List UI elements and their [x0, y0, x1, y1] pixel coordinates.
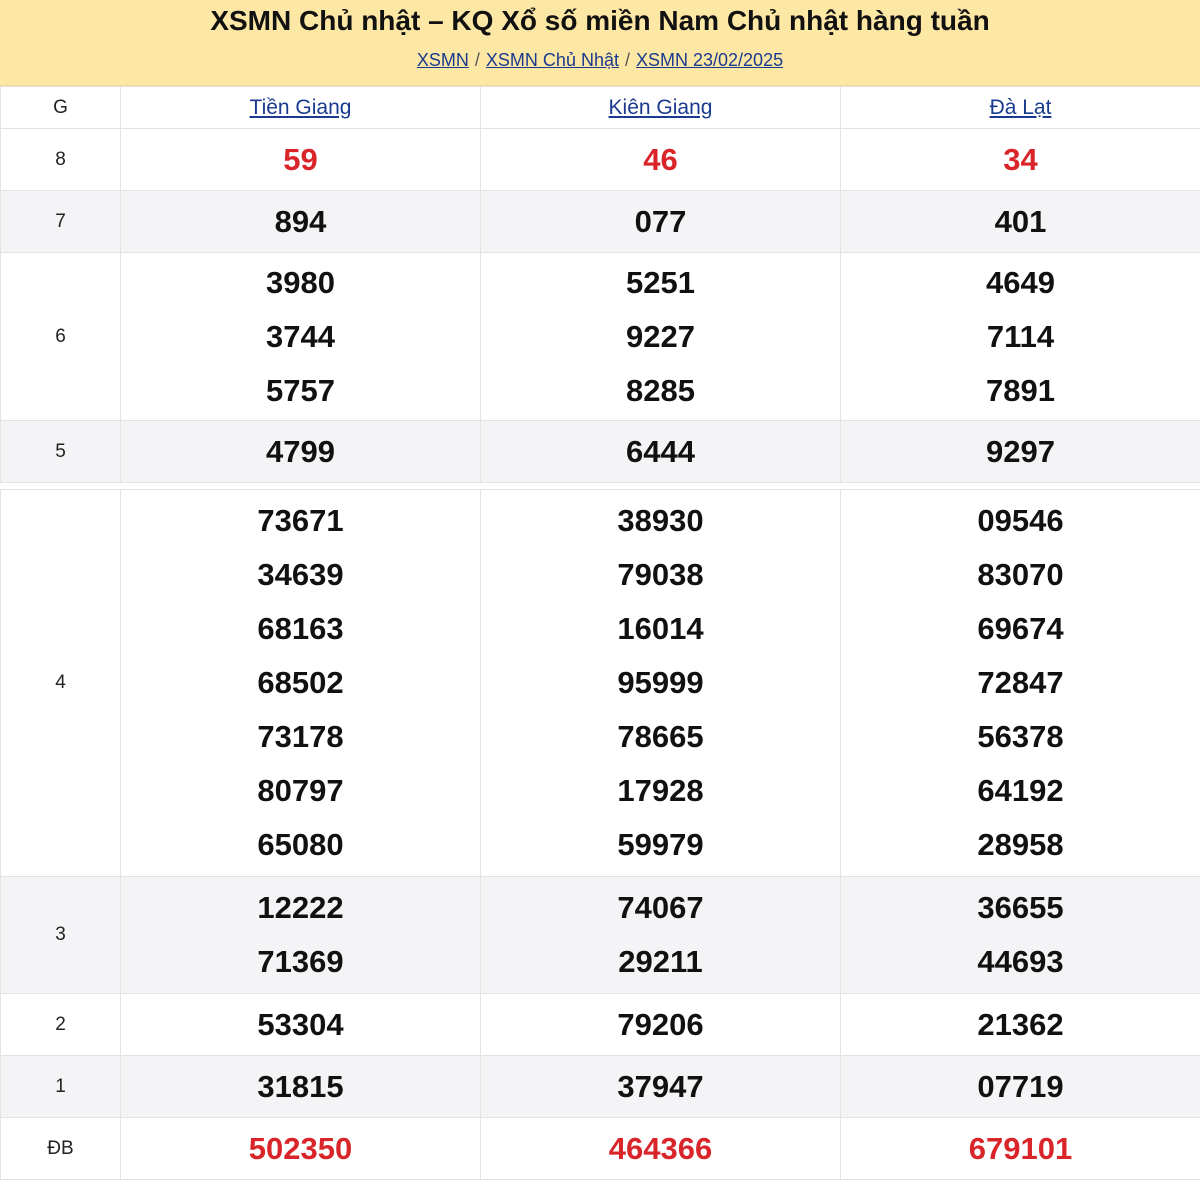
result-cell — [841, 877, 1200, 994]
prize-label-text: ĐB — [47, 1137, 74, 1159]
result-cell — [481, 1118, 841, 1180]
prize-label — [1, 1118, 121, 1180]
result-number: 464366 — [608, 1130, 713, 1166]
result-number: 78665 — [617, 719, 704, 754]
result-number: 8285 — [626, 372, 695, 408]
prize-row — [1, 490, 1200, 877]
result-cell — [481, 994, 841, 1056]
result-number: 83070 — [977, 557, 1064, 592]
breadcrumb-link-xsmn[interactable]: XSMN — [416, 50, 469, 70]
result-number: 95999 — [617, 665, 704, 700]
province-header-da-lat — [841, 87, 1200, 129]
prize-label-text: 8 — [55, 148, 66, 170]
result-number: 73671 — [257, 503, 344, 538]
province-header-tien-giang — [121, 87, 481, 129]
result-number: 64192 — [977, 773, 1064, 808]
result-number: 17928 — [617, 773, 704, 808]
breadcrumb-separator: / — [474, 50, 480, 70]
result-number: 5757 — [266, 372, 335, 408]
result-number: 29211 — [618, 944, 703, 979]
result-cell — [121, 994, 481, 1056]
province-link[interactable]: Kiên Giang — [608, 95, 713, 119]
result-cell — [481, 129, 841, 191]
result-cell — [841, 490, 1200, 877]
results-table-upper — [0, 86, 1200, 483]
result-cell — [481, 253, 841, 421]
result-number: 7114 — [986, 318, 1055, 354]
result-number: 34639 — [257, 557, 344, 592]
prize-row — [1, 421, 1200, 483]
prize-row — [1, 191, 1200, 253]
result-cell — [481, 877, 841, 994]
result-number: 4799 — [266, 433, 335, 469]
prize-row — [1, 129, 1200, 191]
result-number: 3980 — [266, 264, 335, 300]
prize-label-text: 4 — [55, 672, 66, 693]
result-cell — [841, 1056, 1200, 1118]
result-number: 59 — [283, 141, 318, 177]
province-link[interactable]: Tiền Giang — [249, 95, 352, 119]
prize-label-text: 3 — [55, 924, 66, 945]
province-link[interactable]: Đà Lạt — [989, 95, 1052, 119]
result-cell — [121, 877, 481, 994]
result-cell — [481, 490, 841, 877]
result-number: 36655 — [977, 890, 1064, 925]
prize-label — [1, 253, 121, 421]
prize-label — [1, 129, 121, 191]
prize-row — [1, 877, 1200, 994]
breadcrumb-link-xsmn-chu-nhat[interactable]: XSMN Chủ Nhật — [485, 50, 619, 70]
result-number: 38930 — [617, 503, 704, 538]
result-number: 68163 — [257, 611, 344, 646]
result-cell — [481, 421, 841, 483]
prize-label — [1, 994, 121, 1056]
prize-label-text: 5 — [55, 440, 66, 462]
prize-label-text: 6 — [55, 325, 66, 347]
result-number: 31815 — [257, 1068, 344, 1104]
prize-label-text: 2 — [55, 1013, 66, 1035]
result-number: 894 — [274, 203, 327, 239]
prize-row — [1, 1118, 1200, 1180]
result-number: 21362 — [977, 1006, 1064, 1042]
result-cell — [841, 994, 1200, 1056]
result-number: 16014 — [617, 611, 704, 646]
prize-row — [1, 994, 1200, 1056]
result-number: 44693 — [977, 944, 1064, 979]
result-number: 79206 — [617, 1006, 704, 1042]
result-number: 59979 — [617, 827, 704, 862]
prize-label — [1, 877, 121, 994]
breadcrumb — [0, 48, 1200, 72]
result-number: 69674 — [977, 611, 1064, 646]
result-number: 46 — [643, 141, 678, 177]
page-title: XSMN Chủ nhật – KQ Xổ số miền Nam Chủ nhật hàng tuần — [210, 5, 990, 36]
prize-label-text: 1 — [55, 1075, 66, 1097]
result-number: 68502 — [257, 665, 344, 700]
result-number: 077 — [634, 203, 687, 239]
result-number: 53304 — [257, 1006, 344, 1042]
result-cell — [841, 253, 1200, 421]
results-table-lower — [0, 489, 1200, 1180]
result-number: 74067 — [617, 890, 704, 925]
result-cell — [841, 129, 1200, 191]
breadcrumb-separator: / — [624, 50, 630, 70]
result-number: 6444 — [626, 433, 695, 469]
result-number: 5251 — [626, 264, 695, 300]
prize-label — [1, 191, 121, 253]
province-header-kien-giang — [481, 87, 841, 129]
result-number: 3744 — [266, 318, 335, 354]
result-cell — [841, 191, 1200, 253]
result-cell — [121, 129, 481, 191]
result-cell — [121, 191, 481, 253]
prize-label — [1, 421, 121, 483]
table-header-row — [1, 87, 1200, 129]
result-cell — [121, 490, 481, 877]
result-number: 71369 — [257, 944, 344, 979]
result-number: 4649 — [986, 264, 1055, 300]
result-number: 679101 — [968, 1130, 1073, 1166]
result-number: 79038 — [617, 557, 704, 592]
result-cell — [481, 1056, 841, 1118]
result-number: 56378 — [977, 719, 1064, 754]
result-number: 73178 — [257, 719, 344, 754]
result-number: 401 — [994, 203, 1047, 239]
prize-row — [1, 253, 1200, 421]
result-number: 502350 — [248, 1130, 353, 1166]
result-number: 9297 — [986, 433, 1055, 469]
prize-label-text: 7 — [55, 210, 66, 232]
result-cell — [841, 1118, 1200, 1180]
result-number: 12222 — [257, 890, 344, 925]
prize-row — [1, 1056, 1200, 1118]
result-number: 37947 — [617, 1068, 704, 1104]
result-number: 9227 — [626, 318, 695, 354]
result-number: 34 — [1003, 141, 1038, 177]
prize-column-header: G — [1, 87, 121, 129]
result-number: 09546 — [977, 503, 1064, 538]
breadcrumb-link-date[interactable]: XSMN 23/02/2025 — [636, 50, 784, 70]
result-number: 07719 — [977, 1068, 1064, 1104]
result-cell — [121, 1056, 481, 1118]
prize-label — [1, 1056, 121, 1118]
result-cell — [121, 421, 481, 483]
result-number: 65080 — [257, 827, 344, 862]
result-number: 28958 — [977, 827, 1064, 862]
result-cell — [841, 421, 1200, 483]
result-number: 80797 — [257, 773, 344, 808]
result-number: 72847 — [977, 665, 1064, 700]
result-number: 7891 — [986, 372, 1055, 408]
result-cell — [121, 1118, 481, 1180]
page-header — [0, 0, 1200, 86]
result-cell — [121, 253, 481, 421]
result-cell — [481, 191, 841, 253]
prize-label — [1, 490, 121, 877]
